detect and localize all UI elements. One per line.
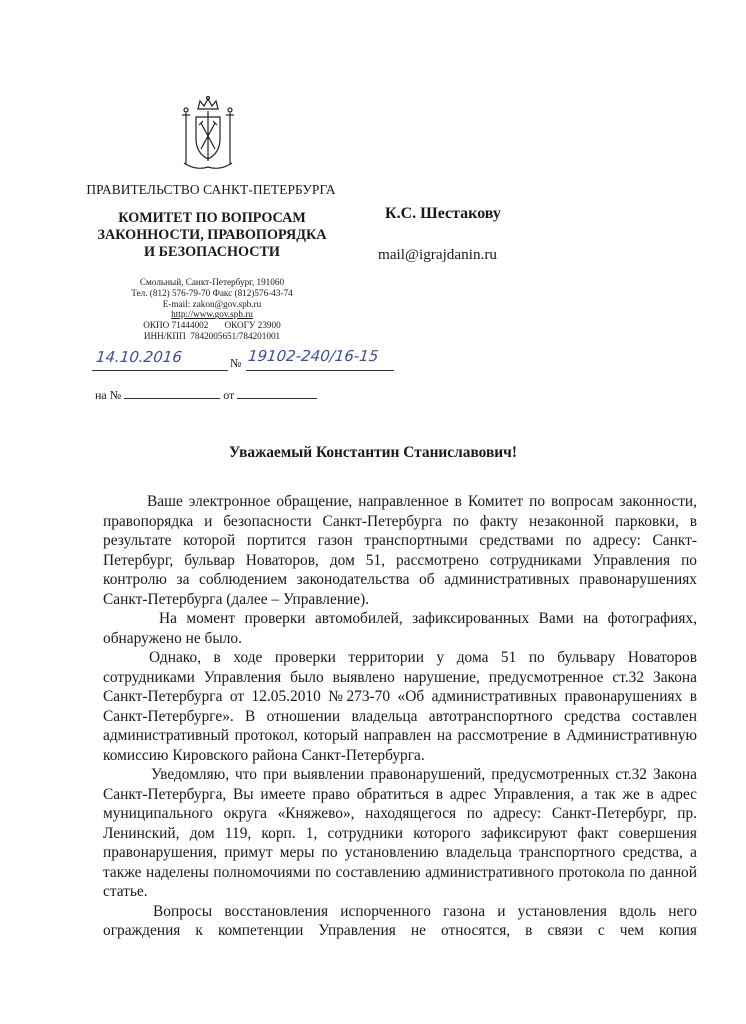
contact-website-link[interactable]: http://www.gov.spb.ru [171,309,253,320]
government-name: ПРАВИТЕЛЬСТВО САНКТ-ПЕТЕРБУРГА [86,182,336,197]
contact-block [98,277,326,342]
body-paragraph: Вопросы восстановления испорченного газона и установления вдоль него ограждения к компетенции Управления не относятся, в связи с чем копия [103,902,697,939]
addressee-email: mail@igrajdanin.ru [378,246,498,263]
committee-line: КОМИТЕТ ПО ВОПРОСАМ [118,210,306,226]
reference-line [95,388,317,403]
committee-name [70,210,354,261]
letter-body [103,492,697,941]
body-paragraph: На момент проверки автомобилей, зафиксированных Вами на фотографиях, обнаружено не было. [103,610,697,647]
ref-from-label: от [223,388,235,402]
contact-okpo-okogu: ОКПО 71444002 ОКОГУ 23900 [143,320,281,331]
coat-of-arms-spb-icon [176,95,240,175]
reg-date-underline [92,370,228,371]
contact-address: Смольный, Санкт-Петербург, 191060 [139,277,285,287]
committee-line: И БЕЗОПАСНОСТИ [144,244,280,260]
reg-number-label: № [230,356,242,370]
body-paragraph: Ваше электронное обращение, направленное в Комитет по вопросам законности, правопорядка и безопасности Санкт-Петербурга по факту незаконной парковки, в результате которой портится газон транспортными средствами по адресу: Санкт-Петербург, бульвар Новаторов, дом 51, рассмотрено сотрудниками Управления по контролю за соблюдением законодательства об административных правонарушениях Санкт-Петербурга (далее – Управление). [103,493,697,608]
committee-line: ЗАКОННОСТИ, ПРАВОПОРЯДКА [97,227,327,243]
ref-date-blank [237,397,317,399]
addressee-name: К.С. Шестакову [385,205,501,222]
contact-phone-fax: Тел. (812) 576-79-70 Факс (812)576-43-74 [131,287,293,298]
contact-email: E-mail: zakon@gov.spb.ru [162,298,262,309]
reg-date-handwritten: 14.10.2016 [95,348,183,366]
ref-number-label: на № [95,388,122,402]
reg-number-handwritten: 19102-240/16-15 [247,347,380,365]
body-paragraph: Однако, в ходе проверки территории у дома 51 по бульвару Новаторов сотрудниками Управления было выявлено нарушение, предусмотренное ст.32 Закона Санкт-Петербурга от 12.05.2010 №273-70 «Об административных правонарушениях в Санкт-Петербурге». В отношении владельца автотранспортного средства составлен административный протокол, который направлен на рассмотрение в Административную комиссию Кировского района Санкт-Петербурга. [103,649,697,764]
salutation: Уважаемый Константин Станиславович! [229,444,517,461]
body-paragraph: Уведомляю, что при выявлении правонарушений, предусмотренных ст.32 Закона Санкт-Петербурга, Вы имеете право обратиться в адрес Управления, а так же в адрес муниципального округа «Княжево», находящегося по адресу: Санкт-Петербург, пр. Ленинский, дом 119, корп. 1, сотрудники которого зафиксируют факт совершения правонарушения, примут меры по установлению владельца транспортного средства, а также наделены полномочиями по составлению административного протокола по данной статье. [103,766,697,900]
contact-inn-kpp: ИНН/КПП 7842005651/784201001 [143,330,281,341]
reg-number-underline [246,370,394,371]
ref-number-blank [124,397,220,399]
